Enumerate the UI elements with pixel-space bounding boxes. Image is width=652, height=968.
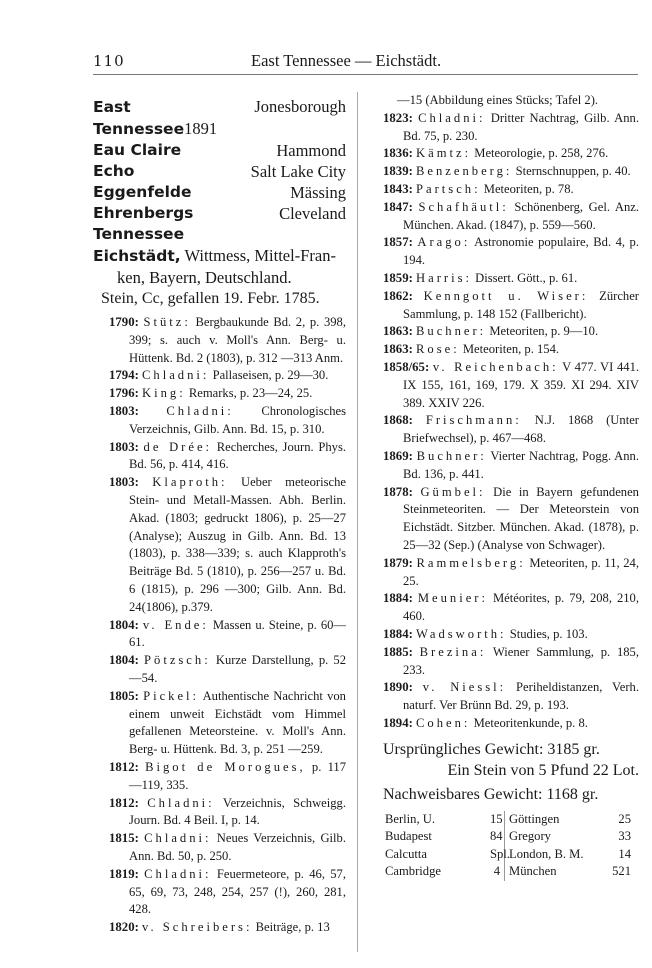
- reference-entry: 1794: Chladni: Pallaseisen, p. 29—30.: [109, 368, 329, 383]
- meteorite-place: Salt Lake City: [250, 162, 346, 181]
- reference-entry: 1836: Kämtz: Meteorologie, p. 258, 276.: [383, 146, 609, 161]
- left-column: [93, 96, 346, 937]
- meteorite-name: Echo: [93, 162, 135, 180]
- reference-entry: 1812: Chladni: Verzeichnis, Schweigg. Journ. Bd. 4 Beil. I, p. 14.: [109, 795, 347, 828]
- meteorite-place: Cleveland: [279, 204, 346, 223]
- reference-entry: 1859: Harris: Dissert. Gött., p. 61.: [383, 270, 578, 285]
- reference-entry: 1839: Benzenberg: Sternschnuppen, p. 40.: [383, 164, 631, 179]
- collection-place: Gregory: [509, 829, 551, 844]
- collection-place: Budapest: [385, 829, 432, 844]
- collection-place: Göttingen: [509, 811, 560, 826]
- meteorite-name: Eggenfelde: [93, 183, 192, 201]
- meteorite-name: Ehrenbergs Tennessee: [93, 204, 194, 243]
- stone-weight: Ein Stein von 5 Pfund 22 Lot.: [447, 761, 639, 779]
- collection-place: Calcutta: [385, 846, 427, 861]
- meteorite-name: East Tennessee: [93, 98, 185, 138]
- collection-place: Cambridge: [385, 864, 441, 879]
- reference-entry: 1805: Pickel: Authentische Nachricht von einem unweit Eichstädt vom Himmel gefallenen Meteorsteine. v. Moll's Ann. Berg- u. Hüttenk. Bd. 3, p. 251 —259.: [109, 688, 346, 757]
- meteorite-place: Jonesborough: [254, 97, 346, 116]
- reference-entry: 1863: Buchner: Meteoriten, p. 9—10.: [383, 324, 599, 339]
- page-title: East Tennessee — Eichstädt.: [251, 51, 442, 70]
- reference-entry: 1790: Stütz: Bergbaukunde Bd. 2, p. 398, 399; s. auch v. Moll's Ann. Berg- u. Hüttenk. Bd. 2 (1803), p. 312 —313 Anm.: [109, 315, 346, 365]
- reference-entry: 1878: Gümbel: Die in Bayern gefundenen Steinmeteoriten. — Der Meteorstein von Eichstädt. Sitzber. München. Akad. (1878), p. 25—32 (Sep.) (Analyse von Schwager).: [383, 484, 639, 552]
- reference-entry: 1879: Rammelsberg: Meteoriten, p. 11, 24, 25.: [383, 555, 639, 588]
- location-line: Wittmess, Mittel-Fran-: [184, 246, 336, 265]
- reference-entry: 1804: v. Ende: Massen u. Steine, p. 60—61.: [109, 617, 347, 650]
- reference-entry: 1862: Kenngott u. Wiser: Zürcher Sammlung, p. 148 152 (Fallbericht).: [383, 288, 639, 321]
- reference-entry: 1815: Chladni: Neues Verzeichnis, Gilb. Ann. Bd. 50, p. 250.: [109, 831, 346, 863]
- collection-weight: 4: [490, 863, 505, 881]
- collection-weight: 15: [490, 811, 505, 829]
- reference-entry: 1885: Brezina: Wiener Sammlung, p. 185, 233.: [383, 644, 639, 677]
- meteorite-entry: [93, 182, 346, 203]
- right-column: [383, 92, 639, 881]
- reference-entry: 1847: Schafhäutl: Schönenberg, Gel. Anz. München. Akad. (1847), p. 559—560.: [383, 199, 640, 232]
- meteorite-year: 1891: [184, 119, 218, 138]
- reference-entry: 1857: Arago: Astronomie populaire, Bd. 4, p. 194.: [383, 235, 639, 268]
- reference-entry: 1803: Chladni: Chronologisches Verzeichnis, Gilb. Ann. Bd. 15, p. 310.: [109, 403, 346, 436]
- meteorite-place: Hammond: [276, 141, 346, 160]
- reference-entry: 1869: Buchner: Vierter Nachtrag, Pogg. Ann. Bd. 136, p. 441.: [383, 448, 639, 481]
- reference-entry: 1894: Cohen: Meteoritenkunde, p. 8.: [383, 715, 588, 730]
- reference-entry: 1804: Pötzsch: Kurze Darstellung, p. 52—54.: [109, 653, 347, 685]
- column-divider: [357, 92, 358, 952]
- collection-weight: 33: [618, 829, 631, 844]
- reference-entry: 1863: Rose: Meteoriten, p. 154.: [383, 342, 560, 357]
- collection-place: London, B. M.: [509, 846, 584, 861]
- reference-entry: 1812: Bigot de Morogues, p. 117 —119, 335.: [109, 759, 346, 792]
- reference-entry: 1796: King: Remarks, p. 23—24, 25.: [109, 386, 313, 401]
- fall-description: Stein, Cc, gefallen 19. Febr. 1785.: [101, 290, 320, 307]
- meteorite-entry: [93, 96, 346, 140]
- reference-entry: 1868: Frischmann: N.J. 1868 (Unter Briefwechsel), p. 467—468.: [383, 413, 639, 446]
- main-entry-heading: [93, 245, 346, 267]
- meteorite-name: Eau Claire: [93, 141, 182, 159]
- running-header: [93, 52, 638, 76]
- collections-table: [383, 811, 639, 881]
- collection-weight: 25: [618, 811, 631, 826]
- reference-entry: 1803: Klaproth: Ueber meteorische Stein- und Metall-Massen. Abh. Berlin. Akad. (1803; gedruckt 1806), p. 25—27 (Analyse); Auszug in Gilb. Ann. Bd. 13 (1803), p. 338—339; s. auch Klapproth's Beiträge Bd. 5 (1810), p. 256—257 u. Bd. 6 (1815), p. 296 —300; Gilb. Ann. Bd. 24(1806), p.379.: [109, 475, 346, 614]
- header-rule: [93, 74, 638, 75]
- collection-weight: 521: [612, 864, 631, 879]
- continuation-text: —15 (Abbildung eines Stücks; Tafel 2).: [397, 93, 599, 107]
- verifiable-weight: Nachweisbares Gewicht: 1168 gr.: [383, 785, 599, 803]
- meteorite-entry: [93, 161, 346, 182]
- collection-weight: 14: [618, 846, 631, 861]
- page-number: 110: [93, 52, 125, 70]
- location-line: ken, Bayern, Deutschland.: [117, 268, 292, 287]
- meteorite-entry: [93, 203, 346, 245]
- reference-entry: 1890: v. Niessl: Periheldistanzen, Verh. naturf. Ver Brünn Bd. 29, p. 193.: [383, 680, 639, 713]
- meteorite-name: Eichstädt,: [93, 247, 181, 265]
- reference-entry: 1820: v. Schreibers: Beiträge, p. 13: [109, 920, 330, 935]
- original-weight: Ursprüngliches Gewicht: 3185 gr.: [383, 740, 600, 758]
- reference-entry: 1803: de Drée: Recherches, Journ. Phys. Bd. 56, p. 414, 416.: [109, 439, 347, 472]
- collection-place: München: [509, 864, 557, 879]
- collection-weight: Spl.: [490, 846, 505, 864]
- meteorite-place: Mässing: [290, 183, 346, 202]
- reference-entry: 1843: Partsch: Meteoriten, p. 78.: [383, 181, 574, 196]
- collection-weight: 84: [490, 828, 505, 846]
- reference-entry: 1823: Chladni: Dritter Nachtrag, Gilb. Ann. Bd. 75, p. 230.: [383, 110, 640, 143]
- reference-entry: 1884: Wadsworth: Studies, p. 103.: [383, 626, 588, 641]
- reference-entry: 1819: Chladni: Feuermeteore, p. 46, 57, 65, 69, 73, 248, 254, 257 (!), 260, 281, 428.: [109, 866, 346, 917]
- reference-entry: 1884: Meunier: Météorites, p. 79, 208, 210, 460.: [383, 591, 639, 624]
- meteorite-entry: [93, 140, 346, 161]
- collection-place: Berlin, U.: [385, 811, 436, 826]
- reference-entry: 1858/65: v. Reichenbach: V 477. VI 441. IX 155, 161, 169, 179. X 359. XI 294. XIV 389. XXIV 226.: [383, 359, 640, 410]
